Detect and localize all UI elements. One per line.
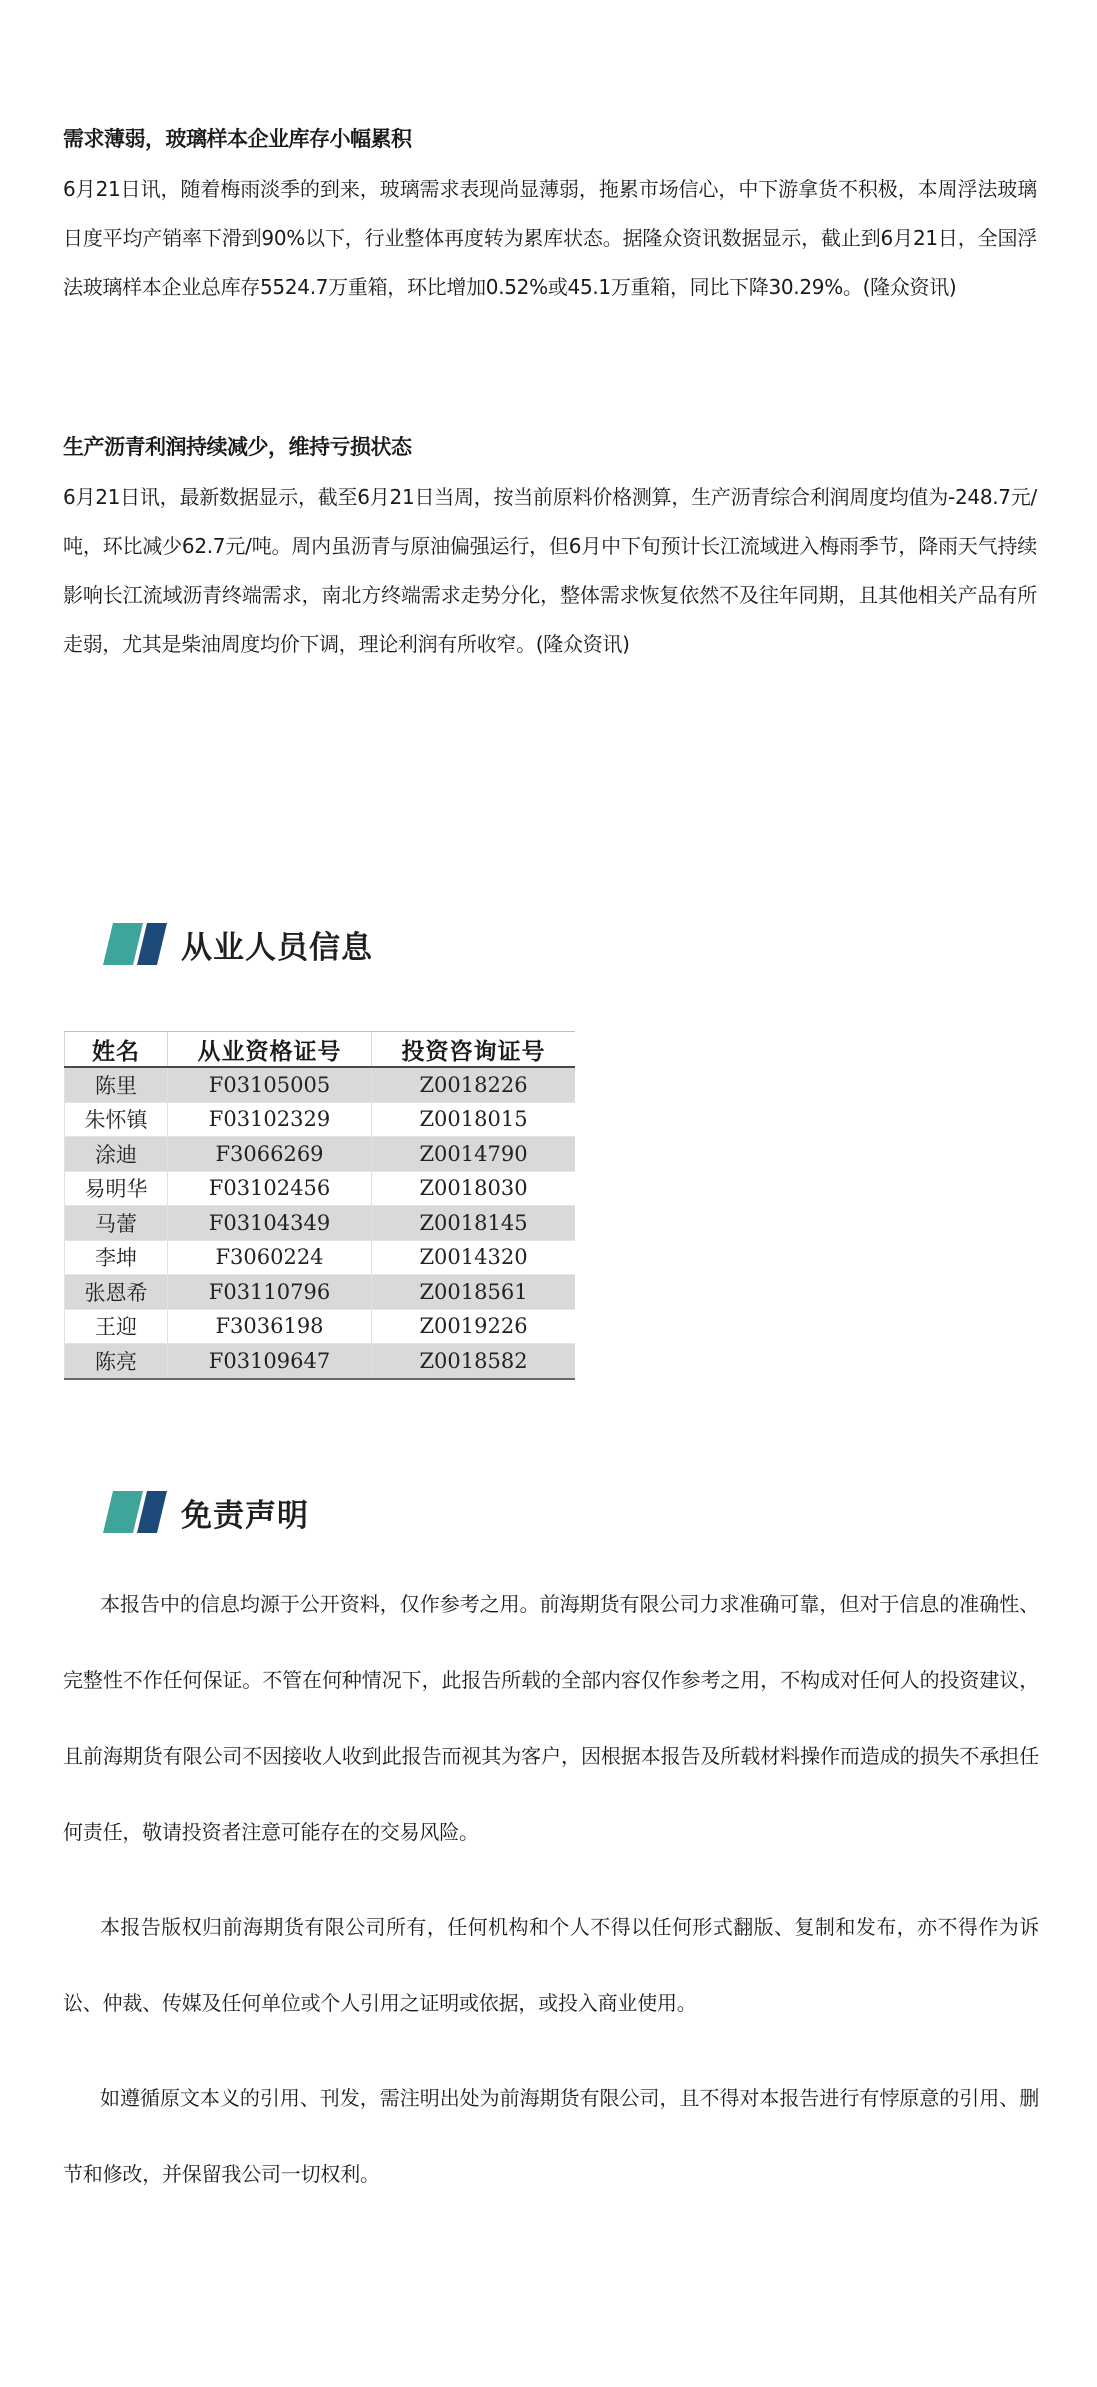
column-header-consulting: 投资咨询证号 (372, 1032, 576, 1068)
cell-name: 王迎 (65, 1309, 168, 1344)
cell-consulting: Z0018561 (372, 1275, 576, 1310)
column-header-qualification: 从业资格证号 (168, 1032, 372, 1068)
cell-qualification: F3060224 (168, 1240, 372, 1275)
cell-consulting: Z0018226 (372, 1067, 576, 1102)
cell-qualification: F3036198 (168, 1309, 372, 1344)
disclaimer-body (63, 1566, 1039, 2231)
brand-logo-icon (103, 923, 167, 965)
news-item-asphalt (63, 431, 1037, 669)
brand-logo-icon (103, 1491, 167, 1533)
disclaimer-paragraph: 本报告中的信息均源于公开资料，仅作参考之用。前海期货有限公司力求准确可靠，但对于信息的准确性、完整性不作任何保证。不管在何种情况下，此报告所载的全部内容仅作参考之用，不构成对任何人的投资建议，且前海期货有限公司不因接收人收到此报告而视其为客户，因根据本报告及所载材料操作而造成的损失不承担任何责任，敬请投资者注意可能存在的交易风险。 (63, 1592, 1039, 1844)
cell-consulting: Z0018015 (372, 1102, 576, 1137)
cell-consulting: Z0019226 (372, 1309, 576, 1344)
cell-qualification: F03104349 (168, 1206, 372, 1241)
column-header-name: 姓名 (65, 1032, 168, 1068)
cell-consulting: Z0018145 (372, 1206, 576, 1241)
cell-qualification: F03102456 (168, 1171, 372, 1206)
cell-qualification: F03109647 (168, 1344, 372, 1379)
cell-name: 李坤 (65, 1240, 168, 1275)
table-row (65, 1171, 576, 1206)
table-row (65, 1309, 576, 1344)
cell-name: 陈亮 (65, 1344, 168, 1379)
cell-name: 马蕾 (65, 1206, 168, 1241)
table-row (65, 1240, 576, 1275)
cell-qualification: F03102329 (168, 1102, 372, 1137)
disclaimer-paragraph: 本报告版权归前海期货有限公司所有，任何机构和个人不得以任何形式翻版、复制和发布，亦不得作为诉讼、仲裁、传媒及任何单位或个人引用之证明或依据，或投入商业使用。 (63, 1915, 1039, 2015)
disclaimer-section-title (103, 1486, 309, 1538)
table-row (65, 1275, 576, 1310)
cell-name: 朱怀镇 (65, 1102, 168, 1137)
cell-qualification: F3066269 (168, 1137, 372, 1172)
table-row (65, 1206, 576, 1241)
cell-consulting: Z0014320 (372, 1240, 576, 1275)
table-row (65, 1067, 576, 1102)
cell-name: 易明华 (65, 1171, 168, 1206)
staff-table (64, 1031, 575, 1380)
cell-name: 陈里 (65, 1067, 168, 1102)
table-header-row (65, 1032, 576, 1068)
cell-name: 张恩希 (65, 1275, 168, 1310)
table-row (65, 1102, 576, 1137)
section-title: 免责声明 (181, 1497, 309, 1534)
news-item-glass (63, 123, 1037, 312)
news-heading: 生产沥青利润持续减少，维持亏损状态 (63, 435, 412, 459)
staff-section-title (103, 918, 373, 970)
section-title: 从业人员信息 (181, 929, 373, 966)
cell-qualification: F03105005 (168, 1067, 372, 1102)
news-body: 6月21日讯，最新数据显示，截至6月21日当周，按当前原料价格测算，生产沥青综合利润周度均值为-248.7元/吨，环比减少62.7元/吨。周内虽沥青与原油偏强运行，但6月中下旬预计长江流域进入梅雨季节，降雨天气持续影响长江流域沥青终端需求，南北方终端需求走势分化，整体需求恢复依然不及往年同期，且其他相关产品有所走弱，尤其是柴油周度均价下调，理论利润有所收窄。(隆众资讯) (63, 485, 1037, 656)
cell-consulting: Z0018030 (372, 1171, 576, 1206)
news-heading: 需求薄弱，玻璃样本企业库存小幅累积 (63, 127, 412, 151)
cell-consulting: Z0014790 (372, 1137, 576, 1172)
cell-qualification: F03110796 (168, 1275, 372, 1310)
disclaimer-paragraph: 如遵循原文本义的引用、刊发，需注明出处为前海期货有限公司，且不得对本报告进行有悖原意的引用、删节和修改，并保留我公司一切权利。 (63, 2086, 1039, 2186)
cell-consulting: Z0018582 (372, 1344, 576, 1379)
news-body: 6月21日讯，随着梅雨淡季的到来，玻璃需求表现尚显薄弱，拖累市场信心，中下游拿货不积极，本周浮法玻璃日度平均产销率下滑到90%以下，行业整体再度转为累库状态。据隆众资讯数据显示，截止到6月21日，全国浮法玻璃样本企业总库存5524.7万重箱，环比增加0.52%或45.1万重箱，同比下降30.29%。(隆众资讯) (63, 177, 1037, 299)
table-row (65, 1344, 576, 1379)
cell-name: 涂迪 (65, 1137, 168, 1172)
table-row (65, 1137, 576, 1172)
